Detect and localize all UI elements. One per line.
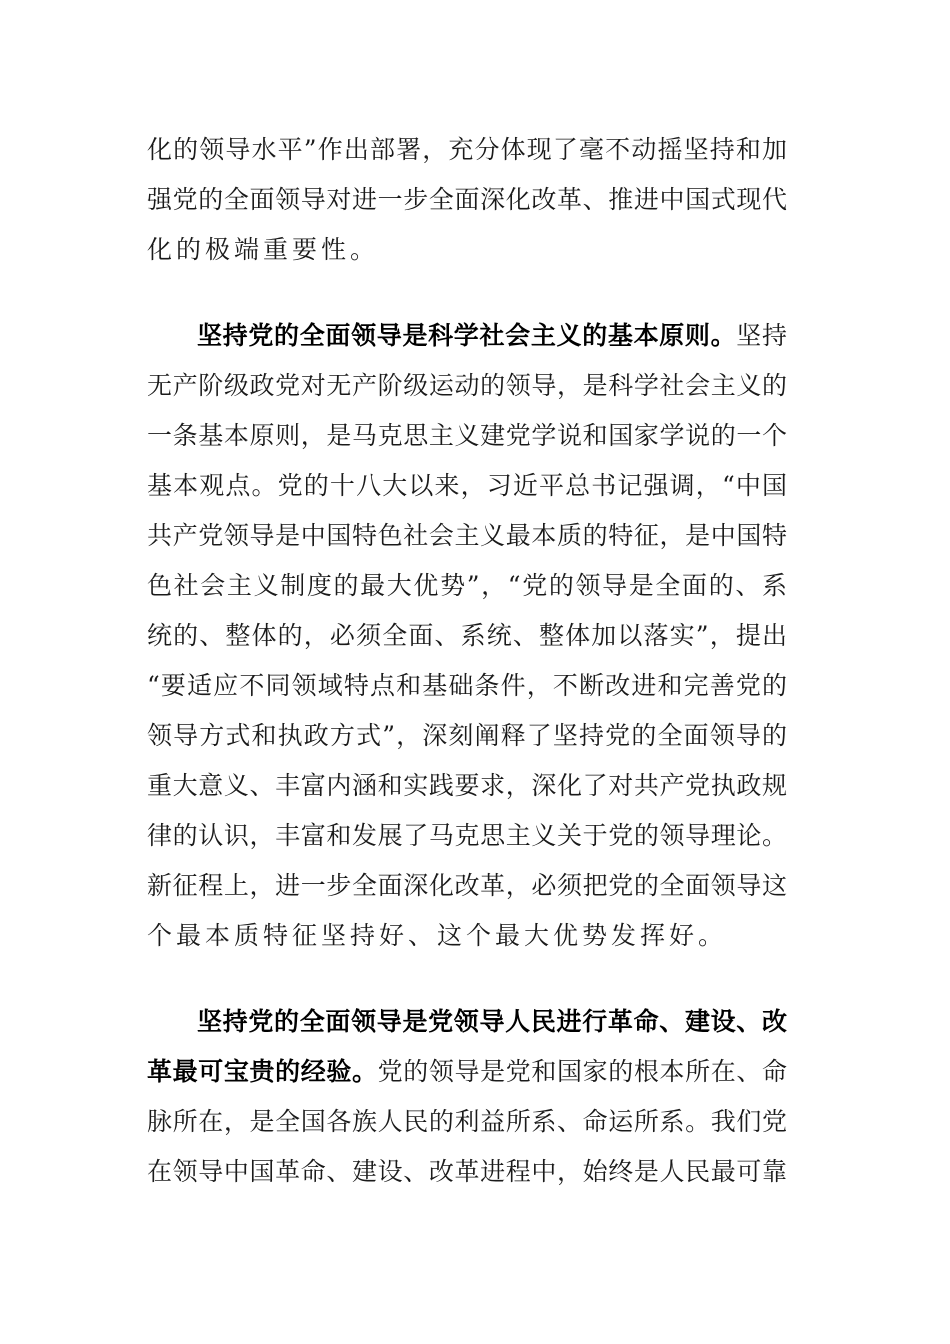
paragraph-2-line: 领导方式和执政方式”，深刻阐释了坚持党的全面领导的	[147, 721, 787, 750]
paragraph-2-line: 新征程上，进一步全面深化改革，必须把党的全面领导这	[147, 871, 787, 900]
paragraph-2-line: 统的、整体的，必须全面、系统、整体加以落实”，提出	[147, 621, 787, 650]
paragraph-2-line: 一条基本原则，是马克思主义建党学说和国家学说的一个	[147, 421, 787, 450]
paragraph-2-line: “要适应不同领域特点和基础条件，不断改进和完善党的	[147, 671, 787, 700]
paragraph-2-line: 共产党领导是中国特色社会主义最本质的特征，是中国特	[147, 521, 787, 550]
paragraph-2-line: 律的认识，丰富和发展了马克思主义关于党的领导理论。	[147, 821, 787, 850]
paragraph-2-first-line-rest: 坚持	[736, 321, 787, 350]
paragraph-3-line: 脉所在，是全国各族人民的利益所系、命运所系。我们党	[147, 1107, 787, 1136]
paragraph-2-line: 基本观点。党的十八大以来，习近平总书记强调，“中国	[147, 471, 787, 500]
paragraph-2-heading: 坚持党的全面领导是科学社会主义的基本原则。	[197, 321, 737, 350]
paragraph-1-line: 化的领导水平”作出部署，充分体现了毫不动摇坚持和加	[147, 135, 787, 164]
paragraph-3-second-line	[147, 1055, 787, 1089]
paragraph-3-heading-end: 革最可宝贵的经验。	[147, 1057, 378, 1086]
paragraph-3-heading-line: 坚持党的全面领导是党领导人民进行革命、建设、改	[197, 1007, 787, 1036]
paragraph-2-line: 个最本质特征坚持好、这个最大优势发挥好。	[147, 921, 728, 950]
paragraph-2-line: 重大意义、丰富内涵和实践要求，深化了对共产党执政规	[147, 771, 787, 800]
paragraph-2-line: 无产阶级政党对无产阶级运动的领导，是科学社会主义的	[147, 371, 787, 400]
paragraph-3-line: 在领导中国革命、建设、改革进程中，始终是人民最可靠	[147, 1157, 787, 1186]
paragraph-2-first-line	[147, 319, 787, 353]
paragraph-3-second-line-rest: 党的领导是党和国家的根本所在、命	[377, 1057, 787, 1086]
paragraph-2-line: 色社会主义制度的最大优势”，“党的领导是全面的、系	[147, 571, 787, 600]
paragraph-1-line: 化的极端重要性。	[147, 235, 380, 264]
paragraph-1-line: 强党的全面领导对进一步全面深化改革、推进中国式现代	[147, 185, 787, 214]
